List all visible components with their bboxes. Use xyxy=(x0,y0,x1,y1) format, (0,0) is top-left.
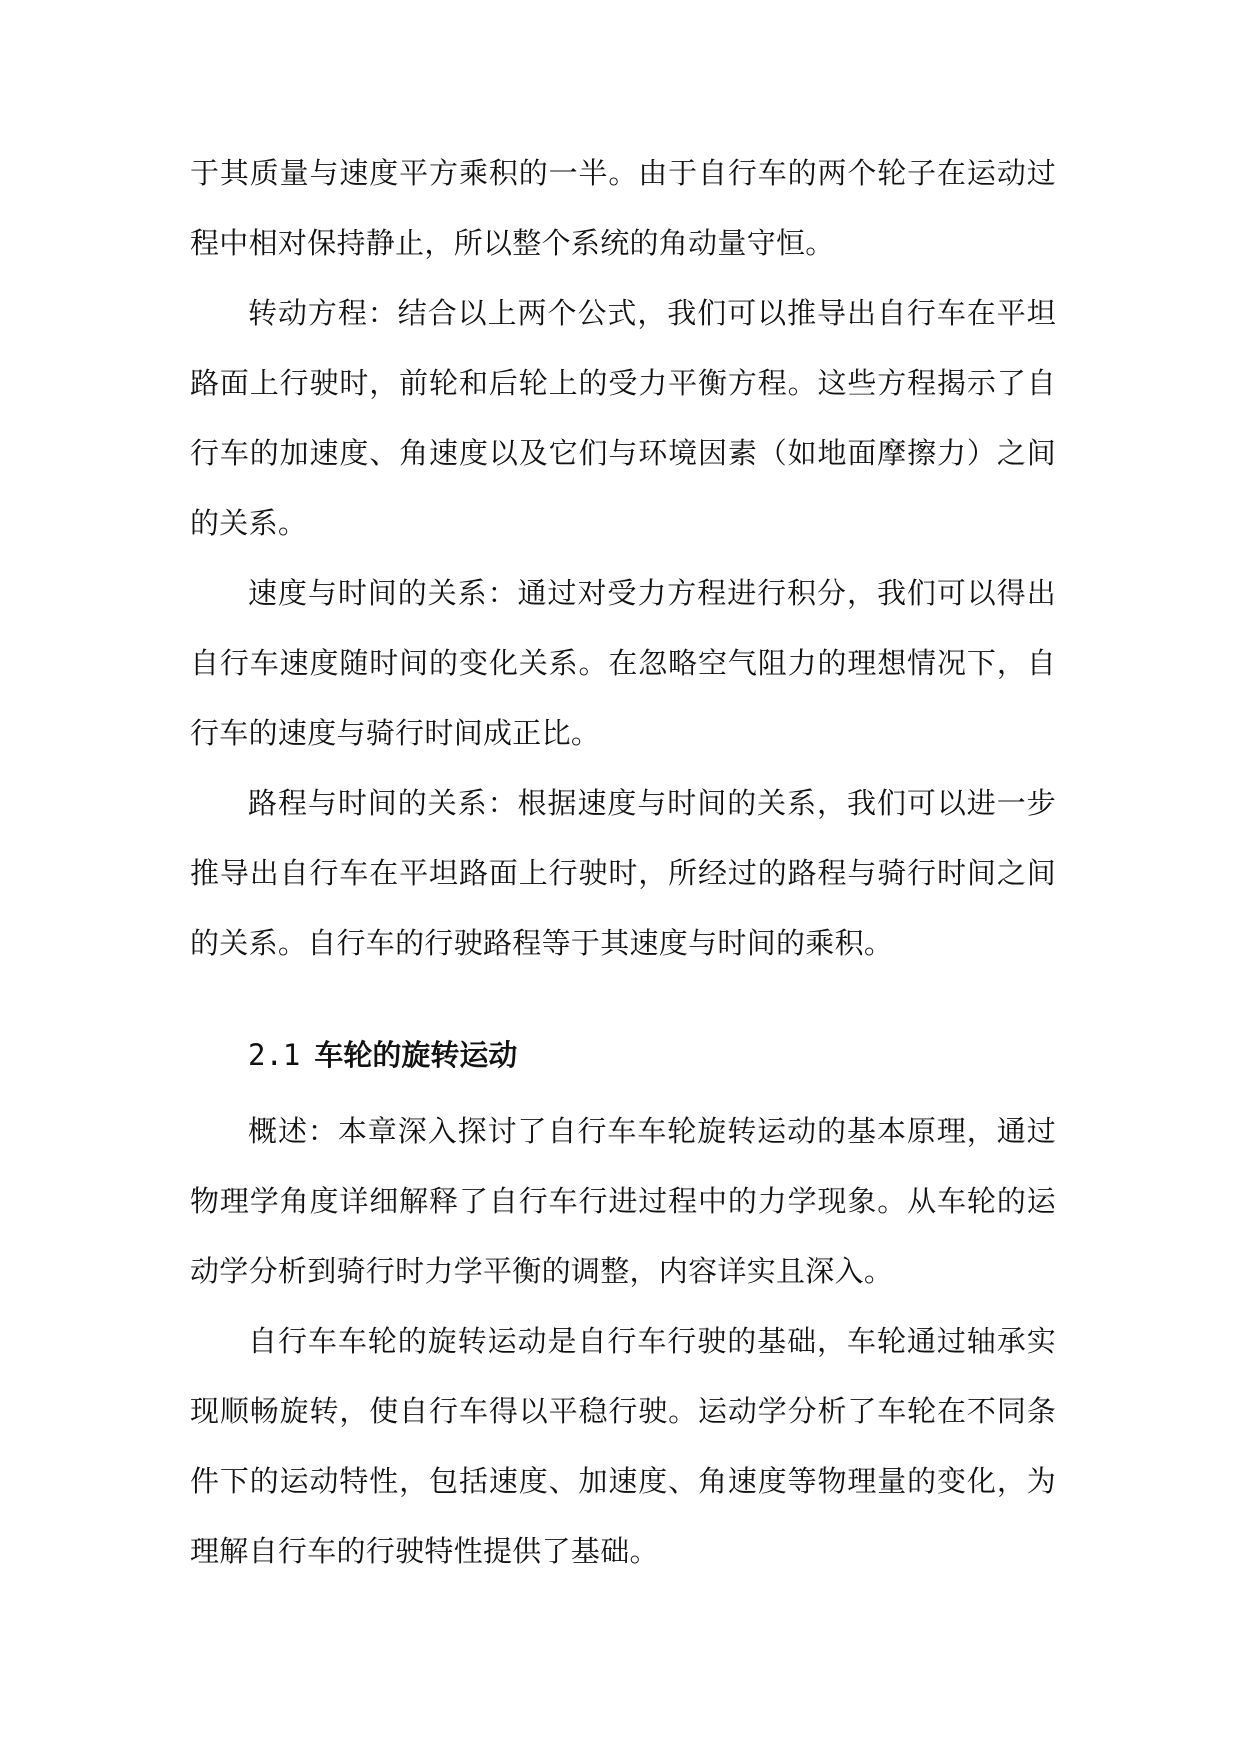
paragraph-rotation-equation: 转动方程：结合以上两个公式，我们可以推导出自行车在平坦路面上行驶时，前轮和后轮上的受力平衡方程。这些方程揭示了自行车的加速度、角速度以及它们与环境因素（如地面摩擦力）之间的关系。 xyxy=(190,296,1056,540)
document-page xyxy=(190,138,1056,1586)
section-title: 车轮的旋转运动 xyxy=(314,1038,518,1072)
paragraph-overview: 概述：本章深入探讨了自行车车轮旋转运动的基本原理，通过物理学角度详细解释了自行车行进过程中的力学现象。从车轮的运动学分析到骑行时力学平衡的调整，内容详实且深入。 xyxy=(190,1114,1056,1288)
section-number: 2.1 xyxy=(248,1038,301,1072)
paragraph-continuation: 于其质量与速度平方乘积的一半。由于自行车的两个轮子在运动过程中相对保持静止，所以整个系统的角动量守恒。 xyxy=(190,156,1056,260)
paragraph-wheel-rotation: 自行车车轮的旋转运动是自行车行驶的基础，车轮通过轴承实现顺畅旋转，使自行车得以平稳行驶。运动学分析了车轮在不同条件下的运动特性，包括速度、加速度、角速度等物理量的变化，为理解自行车的行驶特性提供了基础。 xyxy=(190,1324,1056,1568)
paragraph-speed-time: 速度与时间的关系：通过对受力方程进行积分，我们可以得出自行车速度随时间的变化关系。在忽略空气阻力的理想情况下，自行车的速度与骑行时间成正比。 xyxy=(190,576,1056,750)
section-heading xyxy=(190,1020,1056,1090)
paragraph-distance-time: 路程与时间的关系：根据速度与时间的关系，我们可以进一步推导出自行车在平坦路面上行驶时，所经过的路程与骑行时间之间的关系。自行车的行驶路程等于其速度与时间的乘积。 xyxy=(190,786,1056,960)
